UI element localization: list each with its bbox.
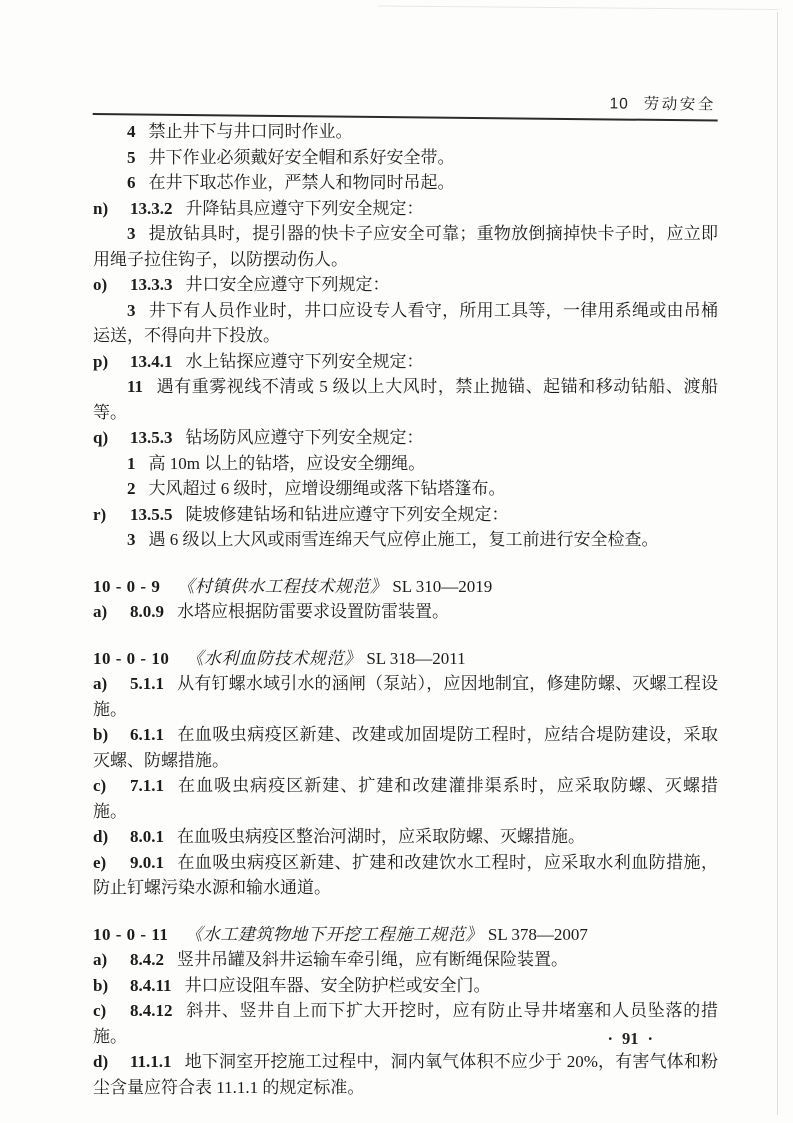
clause-number: 8.4.2 [130,950,164,969]
clause-item [93,1049,718,1100]
clause-item [93,947,718,973]
clause-number: 8.4.11 [130,975,172,995]
chapter-title: 劳动安全 [643,95,716,114]
sub-item-number: 1 [127,453,136,473]
sub-item-text: 井下作业必须戴好安全帽和系好安全带。 [148,147,455,167]
clause-text: 水塔应根据防雷要求设置防雷装置。 [177,602,449,621]
clause-item [93,773,718,824]
chapter-number: 10 [609,95,629,113]
clause-item [93,272,718,298]
clause-item [93,502,718,528]
clause-number: 13.5.5 [130,504,173,524]
clause-text: 水上钻探应遵守下列安全规定： [185,351,424,371]
standard-code: SL 318—2011 [366,648,466,668]
clause-text: 斜井、竖井自上而下扩大开挖时，应有防止导井堵塞和人员坠落的措施。 [93,1001,718,1046]
clause-text: 竖井吊罐及斜井运输车牵引绳，应有断绳保险装置。 [177,950,568,969]
clause-item [93,349,718,375]
standard-title: 《村镇供水工程技术规范》 [177,576,388,596]
clause-number: 8.0.9 [130,602,164,621]
sub-item-number: 3 [127,300,136,320]
numbered-sub-item [93,374,718,425]
clause-number: 8.4.12 [130,1001,173,1020]
clause-number: 6.1.1 [130,725,164,744]
numbered-sub-item [93,170,718,196]
section-id: 10 - 0 - 10 [93,648,170,668]
section-id: 10 - 0 - 9 [93,576,161,596]
clause-item [93,196,718,222]
sub-item-text: 遇 6 级以上大风或雨雪连绵天气应停止施工，复工前进行安全检查。 [148,530,659,549]
scan-top-edge-line [378,6,778,10]
running-head [93,86,718,122]
standard-title: 《水工建筑物地下开挖工程施工规范》 [185,924,483,944]
clause-text: 在血吸虫病疫区新建、扩建和改建灌排渠系时，应采取防螺、灭螺措施。 [93,776,718,821]
clause-number: 5.1.1 [130,674,164,693]
clause-letter: a) [93,602,108,621]
numbered-sub-item [93,476,718,502]
page-number-dot-left: · [607,1029,613,1048]
sub-item-text: 禁止井下与井口同时作业。 [148,122,353,141]
sub-item-text: 大风超过 6 级时，应增设绷绳或落下钻塔篷布。 [148,479,506,498]
standard-title: 《水利血防技术规范》 [186,648,362,668]
numbered-sub-item [93,119,718,145]
clause-letter: q) [93,428,109,447]
section-heading [93,922,718,948]
clause-letter: o) [93,275,108,294]
clause-letter: a) [93,950,108,969]
clause-text: 井口安全应遵守下列规定： [185,275,390,294]
clause-letter: p) [93,351,109,371]
clause-text: 从有钉螺水域引水的涵闸（泵站），应因地制宜，修建防螺、灭螺工程设施。 [93,674,718,719]
sub-item-number: 3 [127,224,136,243]
clause-number: 13.3.2 [130,198,173,218]
clause-text: 在血吸虫病疫区新建、改建或加固堤防工程时，应结合堤防建设，采取灭螺、防螺措施。 [93,725,718,770]
sub-item-text: 在井下取芯作业，严禁人和物同时吊起。 [148,173,455,192]
clause-text: 在血吸虫病疫区整治河湖时，应采取防螺、灭螺措施。 [177,827,585,846]
clause-number: 8.0.1 [130,827,164,846]
clause-letter: d) [93,1052,109,1071]
clause-item [93,824,718,850]
sub-item-text: 遇有重雾视线不清或 5 级以上大风时，禁止抛锚、起锚和移动钻船、渡船等。 [93,377,718,422]
sub-item-number: 3 [127,530,136,549]
clause-item [93,671,718,722]
numbered-sub-item [93,221,718,272]
sub-item-number: 6 [127,173,136,192]
standard-code: SL 310—2019 [392,576,493,596]
clause-letter: n) [93,198,109,218]
clause-number: 13.3.3 [130,275,173,294]
clause-text: 陡坡修建钻场和钻进应遵守下列安全规定： [185,504,509,524]
numbered-sub-item [93,298,718,349]
clause-text: 升降钻具应遵守下列安全规定： [185,198,424,218]
numbered-sub-item [93,145,718,171]
clause-letter: b) [93,725,109,744]
clause-number: 11.1.1 [130,1052,172,1071]
page-number: 91 [621,1029,639,1048]
clause-item [93,722,718,773]
clause-letter: e) [93,852,107,872]
section-heading [93,646,718,672]
page-number-dot-right: · [647,1029,653,1048]
clause-letter: d) [93,827,109,846]
clause-letter: a) [93,674,108,693]
clause-item [93,599,718,625]
clause-item [93,850,718,901]
numbered-sub-item [93,451,718,477]
clause-number: 7.1.1 [130,776,164,795]
sub-item-text: 井下有人员作业时，井口应设专人看守，所用工具等，一律用系绳或由吊桶运送，不得向井下投放。 [93,300,718,345]
page-body [93,119,718,1100]
running-head-text [93,86,718,115]
clause-item [93,425,718,451]
sub-item-number: 11 [127,377,144,396]
page-footer [93,1029,718,1049]
standard-code: SL 378—2007 [487,924,588,944]
sub-item-number: 2 [127,479,136,498]
clause-number: 13.5.3 [130,428,173,447]
clause-number: 13.4.1 [130,351,173,371]
sub-item-text: 高 10m 以上的钻塔，应设安全绷绳。 [148,453,426,473]
clause-letter: c) [93,1001,107,1020]
sub-item-text: 提放钻具时，提引器的快卡子应安全可靠；重物放倒摘掉快卡子时，应立即用绳子拉住钩子，以防摆动伤人。 [93,224,718,269]
clause-text: 在血吸虫病疫区新建、扩建和改建饮水工程时，应采取水利血防措施，防止钉螺污染水源和输水通道。 [93,852,718,897]
numbered-sub-item [93,527,718,553]
clause-letter: c) [93,776,107,795]
scan-right-edge-line [777,12,778,1115]
clause-letter: r) [93,504,107,524]
clause-item [93,973,718,999]
clause-text: 井口应设阻车器、安全防护栏或安全门。 [184,975,491,995]
clause-text: 地下洞室开挖施工过程中，洞内氧气体积不应少于 20%，有害气体和粉尘含量应符合表 11.1.1 的规定标准。 [93,1052,718,1097]
clause-letter: b) [93,975,109,995]
sub-item-number: 5 [127,147,136,167]
clause-number: 9.0.1 [130,852,164,872]
section-id: 10 - 0 - 11 [93,924,169,944]
section-heading [93,574,718,600]
sub-item-number: 4 [127,122,136,141]
clause-text: 钻场防风应遵守下列安全规定： [185,428,424,447]
